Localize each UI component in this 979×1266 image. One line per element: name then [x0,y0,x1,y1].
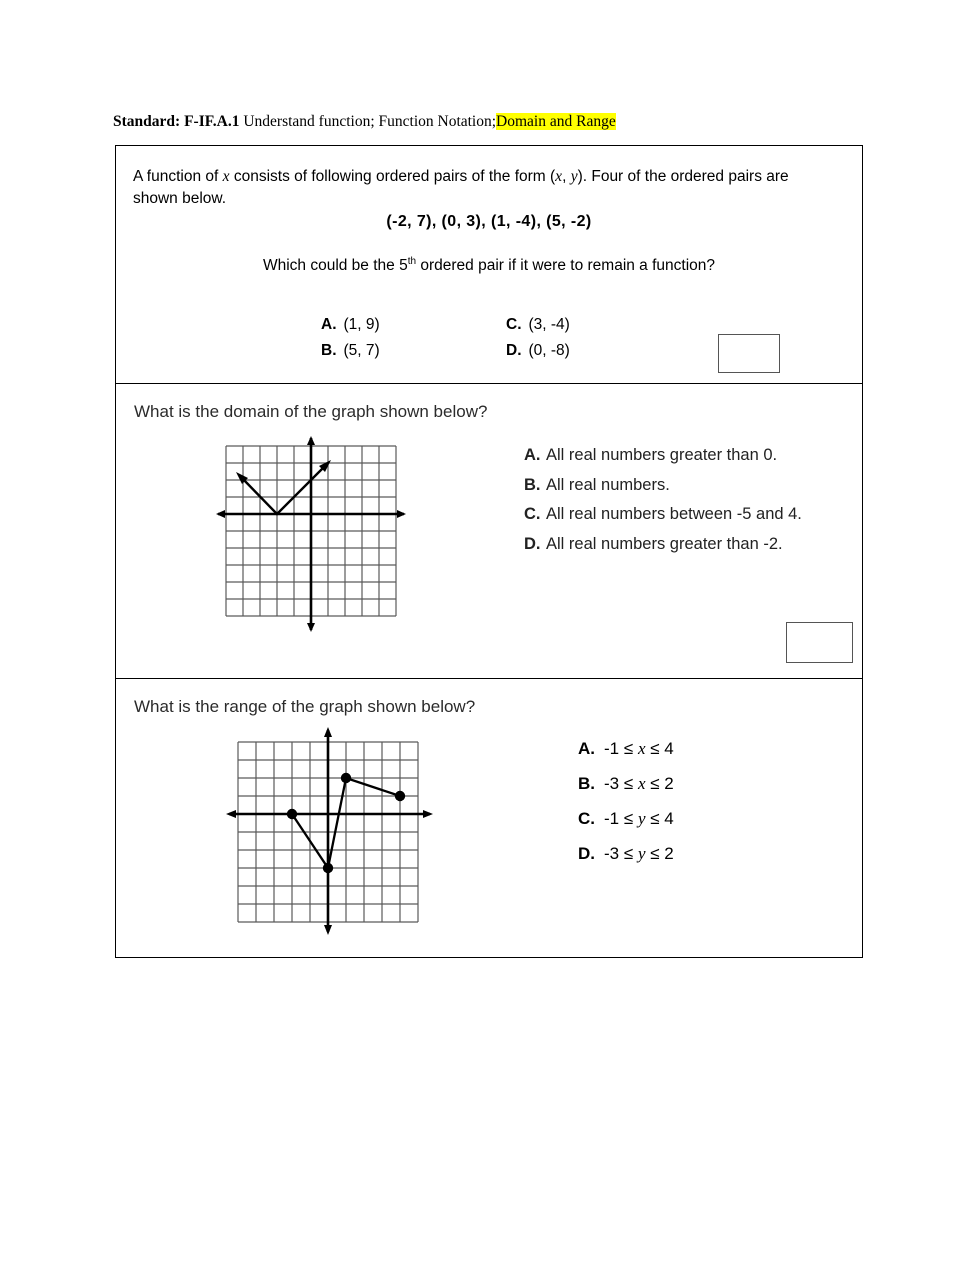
question-1-choices [321,312,751,364]
q3-choice-c-rel1: ≤ [623,809,634,828]
domain-graph [216,436,416,646]
q1-choice-a-label: A. [321,316,337,333]
q3-choice-b-high: 2 [664,774,674,793]
q3-choice-b-rel2: ≤ [650,774,660,793]
question-2-block [116,384,862,679]
question-2-heading: What is the domain of the graph shown below? [134,402,488,421]
q1-choice-d-label: D. [506,342,522,359]
q3-choice-b[interactable] [578,766,674,801]
q1-prompt-after: ordered pair if it were to remain a function? [416,257,716,275]
question-3-block [116,679,862,956]
q1-choice-b-text: (5, 7) [343,342,380,359]
range-graph-svg [226,724,441,939]
q1-choice-b[interactable] [321,338,506,364]
q3-choice-c-high: 4 [664,809,674,828]
question-3-choices [578,731,674,871]
q2-choice-c-text: All real numbers between -5 and 4. [546,505,802,523]
standard-label: Standard: [113,113,181,130]
data-point-3 [341,773,351,783]
data-point-1 [287,809,297,819]
q1-choice-d-text: (0, -8) [528,342,570,359]
question-3-heading: What is the range of the graph shown below? [134,697,476,716]
q2-choice-a-label: A. [524,446,541,464]
q3-choice-d-label: D. [578,844,595,863]
q2-choice-a[interactable] [524,441,802,471]
q3-choice-b-label: B. [578,774,595,793]
q2-choice-d-label: D. [524,534,541,553]
q3-choice-b-rel1: ≤ [623,774,634,793]
q1-choice-c[interactable] [506,312,691,338]
q1-choice-b-label: B. [321,342,337,359]
q3-choice-d-variable: y [637,844,646,863]
q3-choice-a[interactable] [578,731,674,766]
standard-header [113,112,616,131]
q3-choice-c-low: -1 [604,809,620,828]
q2-choice-d[interactable] [524,530,802,560]
data-point-4 [395,791,405,801]
q1-choice-c-label: C. [506,316,522,333]
q1-choice-row-2 [321,338,751,364]
q3-choice-a-rel2: ≤ [650,739,660,758]
absolute-value-curve [241,465,326,514]
q2-choice-c-label: C. [524,505,541,523]
q1-choice-c-text: (3, -4) [528,316,570,333]
q3-choice-a-variable: x [637,739,646,758]
question-1-ordered-pairs: (-2, 7), (0, 3), (1, -4), (5, -2) [386,213,592,230]
question-2-choices [524,441,802,559]
q3-choice-d-rel2: ≤ [650,844,660,863]
q3-choice-a-low: -1 [604,739,620,758]
worksheet-container [115,145,863,958]
q3-choice-d-rel1: ≤ [623,844,634,863]
q3-choice-a-high: 4 [664,739,674,758]
q3-choice-c-rel2: ≤ [650,809,660,828]
q2-choice-b-text: All real numbers. [546,475,670,494]
q1-stem-part3: ). Four of the ordered pairs are shown below. [133,168,789,207]
q1-stem-variable-x: x [222,168,230,185]
q1-choice-a[interactable] [321,312,506,338]
q3-choice-d-low: -3 [604,844,620,863]
question-1-stem [133,166,833,210]
q3-choice-d[interactable] [578,836,674,871]
domain-graph-svg [216,436,416,641]
q3-choice-c-variable: y [637,809,646,828]
standard-code: F-IF.A.1 [184,113,240,130]
q3-choice-b-low: -3 [604,774,620,793]
range-graph [226,724,441,944]
q1-stem-variable-y: y [570,168,578,185]
standard-highlight: Domain and Range [496,113,616,130]
q1-stem-variable-x2: x [555,168,563,185]
q1-choice-d[interactable] [506,338,691,364]
q2-choice-b-label: B. [524,475,541,494]
axis-lines [218,438,404,630]
q1-prompt-before: Which could be the 5 [262,257,408,275]
q2-choice-a-text: All real numbers greater than 0. [546,446,778,464]
data-point-2 [323,863,333,873]
standard-description: Understand function; Function Notation; [243,113,497,130]
q3-choice-a-label: A. [578,739,595,758]
q1-stem-part1: A function of [133,168,223,185]
q3-choice-a-rel1: ≤ [623,739,634,758]
q2-choice-b[interactable] [524,471,802,501]
q2-choice-c[interactable] [524,500,802,530]
q3-choice-d-high: 2 [664,844,674,863]
q3-choice-b-variable: x [637,774,646,793]
question-1-block [116,146,862,384]
q3-choice-c[interactable] [578,801,674,836]
q3-choice-c-label: C. [578,809,595,828]
q1-stem-part2: consists of following ordered pairs of the form ( [229,168,556,185]
q1-stem-comma: , [562,168,571,185]
q2-choice-d-text: All real numbers greater than -2. [546,534,783,553]
q1-prompt-superscript: th [407,256,417,267]
question-1-answer-box[interactable] [718,334,780,373]
q1-choice-a-text: (1, 9) [343,316,380,333]
q1-choice-row-1 [321,312,751,338]
question-2-answer-box[interactable] [786,622,853,663]
question-1-prompt [116,256,862,275]
